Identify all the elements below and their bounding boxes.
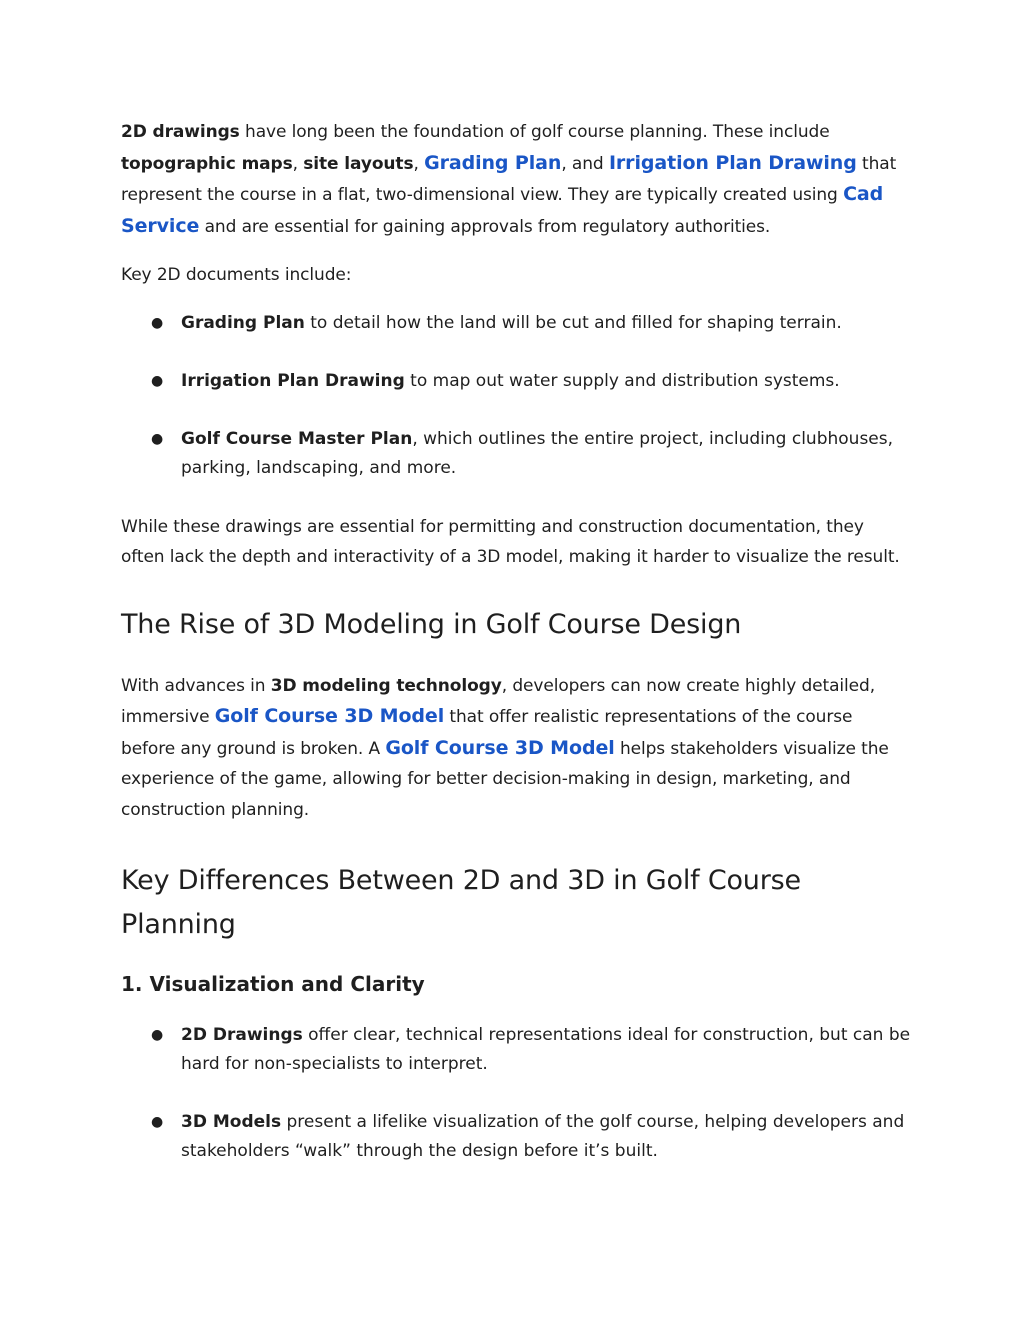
list-item-text: to detail how the land will be cut and filled for shaping terrain. — [304, 312, 842, 333]
list-item-text: to map out water supply and distribution systems. — [404, 370, 840, 391]
document-page — [121, 117, 911, 1195]
list-item-bold: 2D Drawings — [181, 1025, 303, 1045]
list-item — [121, 367, 911, 396]
visualization-list — [121, 1021, 911, 1166]
while-paragraph: While these drawings are essential for permitting and construction documentation, they often lack the depth and interactivity of a 3D model, making it harder to visualize the result. — [121, 516, 900, 567]
bullet-icon: ● — [151, 314, 164, 331]
differences-heading: Key Differences Between 2D and 3D in Golf Course Planning — [121, 865, 801, 940]
bullet-icon: ● — [151, 430, 164, 447]
key-documents-intro: Key 2D documents include: — [121, 265, 352, 285]
cad-service-link[interactable]: Cad Service — [121, 183, 884, 237]
intro-text-4: , and — [561, 153, 609, 174]
bold-topographic-maps: topographic maps — [121, 153, 293, 174]
advances-text-3: that offer realistic representations of the course before any ground is broken. A — [121, 707, 853, 759]
visualization-heading: 1. Visualization and Clarity — [121, 972, 425, 996]
list-item-bold: Grading Plan — [181, 312, 305, 333]
list-item — [121, 1108, 911, 1166]
list-item-bold: 3D Models — [181, 1112, 282, 1132]
list-item-bold: Irrigation Plan Drawing — [181, 370, 405, 391]
bullet-icon: ● — [151, 372, 164, 389]
list-item-text: offer clear, technical representations ideal for construction, but can be hard for non-specialists to interpret. — [181, 1025, 911, 1074]
advances-text-2: , developers can now create highly detailed, immersive — [121, 675, 875, 727]
bold-2d-drawings: 2D drawings — [121, 122, 240, 142]
intro-text-6: and are essential for gaining approvals from regulatory authorities. — [199, 216, 771, 237]
list-item — [121, 425, 911, 483]
bold-3d-modeling-technology: 3D modeling technology — [270, 675, 502, 696]
list-item-bold: Golf Course Master Plan — [181, 428, 413, 449]
bullet-icon: ● — [151, 1027, 164, 1043]
intro-text-5: that represent the course in a flat, two-dimensional view. They are typically created using — [121, 153, 897, 205]
intro-text-2: , — [292, 153, 304, 174]
list-item — [121, 309, 911, 338]
golf-course-3d-model-link[interactable]: Golf Course 3D Model — [214, 705, 445, 727]
golf-course-3d-model-link-2[interactable]: Golf Course 3D Model — [385, 736, 615, 759]
list-item-text: present a lifelike visualization of the golf course, helping developers and stakeholders “walk” through the design before it’s built. — [181, 1112, 905, 1161]
advances-paragraph — [121, 671, 911, 826]
advances-text-4: helps stakeholders visualize the experience of the game, allowing for better decision-making in design, marketing, and construction planning. — [121, 738, 889, 820]
list-item-text: , which outlines the entire project, including clubhouses, parking, landscaping, and more. — [181, 428, 894, 478]
irrigation-plan-drawing-link[interactable]: Irrigation Plan Drawing — [608, 151, 857, 174]
advances-text-1: With advances in — [121, 675, 271, 696]
bold-site-layouts: site layouts — [303, 153, 414, 174]
intro-text-3: , — [413, 153, 425, 174]
rise-heading: The Rise of 3D Modeling in Golf Course Design — [121, 608, 742, 640]
bullet-icon: ● — [151, 1114, 164, 1130]
grading-plan-link[interactable]: Grading Plan — [424, 151, 562, 174]
intro-text-1: have long been the foundation of golf course planning. These include — [239, 122, 830, 142]
intro-paragraph — [121, 117, 911, 242]
list-item — [121, 1021, 911, 1079]
documents-list — [121, 309, 911, 483]
